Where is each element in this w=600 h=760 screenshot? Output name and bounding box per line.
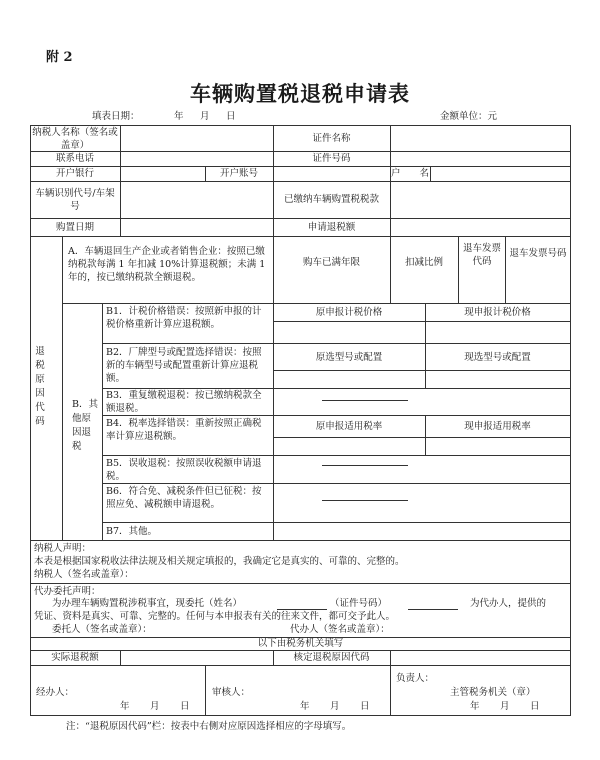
reason-b-label: B．其他原因退税 (72, 399, 98, 452)
agent-line1-b: （证件号码） (330, 598, 388, 609)
purchase-date-label: 购置日期 (55, 222, 94, 233)
cert-name-label: 证件名称 (312, 133, 351, 144)
b2-new-label: 现选型号或配置 (464, 352, 531, 363)
reviewer-day: 日 (360, 701, 370, 712)
reason-b5-text: B5．误收退税：按照误收税额申请退税。 (106, 458, 262, 482)
reason-b3-text: B3．重复缴税退税：按已缴纳税款全额退税。 (106, 390, 262, 414)
handler-month: 月 (150, 701, 160, 712)
handler-label: 经办人： (36, 687, 75, 698)
b2-orig-label: 原选型号或配置 (315, 352, 383, 363)
reviewer-month: 月 (330, 701, 340, 712)
reason-code-side-label: 退税原因代码 (35, 346, 45, 427)
reason-code-label: 核定退税原因代码 (293, 652, 370, 663)
attachment-label: 附 2 (46, 50, 73, 65)
footnote: 注：“退税原因代码”栏：按表中右侧对应原因选择相应的字母填写。 (66, 721, 352, 732)
fill-date-year: 年 (174, 111, 184, 122)
agent-line1-c: 为代办人，提供的 (470, 598, 547, 609)
agent-line1-a: 为办理车辆购置税涉税事宜，现委托（姓名） (52, 598, 243, 609)
vin-label: 车辆识别代号/车架号 (35, 188, 115, 212)
fill-date-label: 填表日期： (92, 111, 140, 122)
reviewer-label: 审核人： (212, 687, 251, 698)
a-deduct-label: 扣减比例 (404, 257, 443, 268)
b4-orig-label: 原申报适用税率 (315, 421, 383, 432)
responsible-label: 负责人： (396, 673, 435, 684)
phone-label: 联系电话 (55, 153, 94, 164)
a-invoice-code-label: 退车发票代码 (462, 243, 501, 267)
fill-date-day: 日 (226, 111, 236, 122)
agent-principal: 委托人（签名或盖章）： (52, 624, 152, 635)
reason-b1-text: B1．计税价格错误：按照新申报的计税价格重新计算应退税额。 (106, 306, 262, 330)
paid-tax-label: 已缴纳车辆购置税税款 (283, 194, 379, 205)
refund-amount-label: 申请退税额 (307, 222, 356, 233)
form-title: 车辆购置税退税申请表 (190, 81, 410, 106)
reviewer-year: 年 (300, 701, 310, 712)
declaration-sign: 纳税人（签名或盖章）： (34, 569, 134, 580)
amount-unit: 金额单位：元 (440, 111, 498, 122)
agent-line2: 凭证、资料是真实、可靠、完整的。任何与本申报表有关的往来文件，都可交予此人。 (34, 611, 396, 622)
agent-title: 代办委托声明： (34, 586, 101, 597)
authority-year: 年 (470, 701, 480, 712)
account-name-label: 户 名 (390, 168, 429, 179)
taxpayer-name-label: 纳税人名称（签名或盖章） (32, 127, 118, 151)
agent-proxy: 代办人（签名或盖章）： (290, 624, 390, 635)
b1-orig-label: 原申报计税价格 (315, 307, 383, 318)
authority-month: 月 (500, 701, 510, 712)
tax-office-banner: 以下由税务机关填写 (257, 638, 344, 649)
actual-refund-label: 实际退税额 (51, 652, 99, 663)
account-label: 开户账号 (219, 168, 258, 179)
bank-label: 开户银行 (55, 168, 94, 179)
reason-b7-text: B7．其他。 (106, 526, 158, 537)
handler-day: 日 (180, 701, 190, 712)
reason-b6-text: B6．符合免、减税条件但已征税：按照应免、减税额申请退税。 (106, 486, 262, 510)
authority-day: 日 (530, 701, 540, 712)
b1-new-label: 现申报计税价格 (464, 307, 531, 318)
fill-date-month: 月 (200, 111, 210, 122)
a-years-label: 购车已满年限 (302, 257, 360, 268)
b4-new-label: 现申报适用税率 (464, 421, 531, 432)
authority-label: 主管税务机关（章） (450, 687, 536, 698)
reason-a-text: A．车辆退回生产企业或者销售企业：按照已缴纳税款每满 1 年扣减 10%计算退税额；未满 1 年的，按已缴纳税款全额退税。 (68, 246, 266, 283)
a-invoice-no-label: 退车发票号码 (509, 248, 567, 259)
declaration-text: 本表是根据国家税收法律法规及相关规定填报的，我确定它是真实的、可靠的、完整的。 (34, 556, 405, 567)
cert-no-label: 证件号码 (312, 153, 351, 164)
declaration-title: 纳税人声明： (34, 543, 92, 554)
reason-b4-text: B4．税率选择错误：重新按照正确税率计算应退税额。 (106, 418, 262, 442)
reason-b2-text: B2．厂牌型号或配置选择错误：按照新的车辆型号或配置重新计算应退税额。 (106, 347, 262, 384)
handler-year: 年 (120, 701, 130, 712)
